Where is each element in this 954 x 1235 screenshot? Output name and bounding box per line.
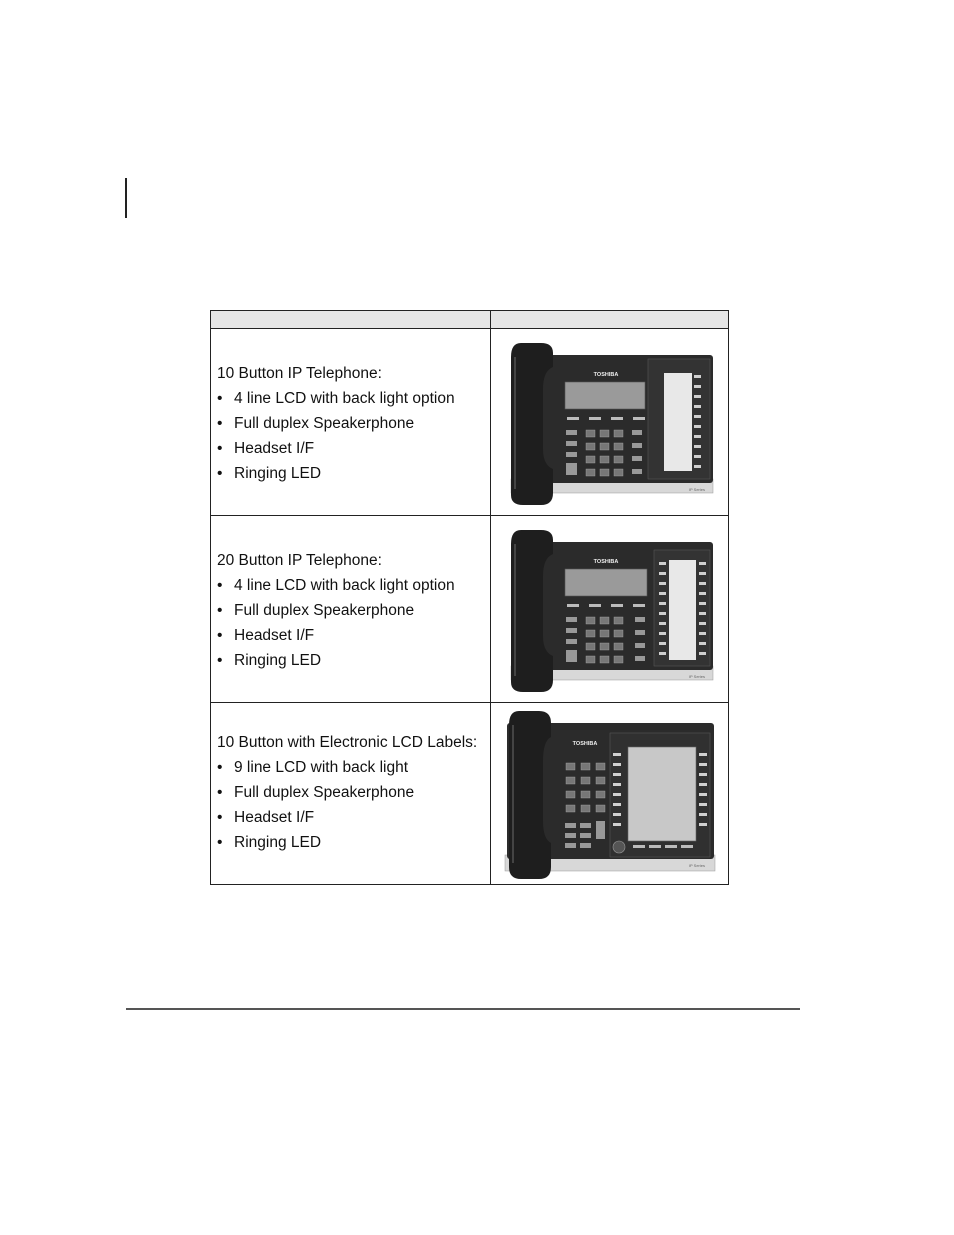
list-item	[217, 411, 490, 436]
bullet: •	[217, 390, 223, 407]
feature-text: Headset I/F	[234, 440, 315, 457]
table-row	[211, 329, 729, 516]
brand-text: TOSHIBA	[593, 372, 618, 378]
feature-text: Ringing LED	[234, 465, 322, 482]
image-cell	[490, 703, 728, 885]
phone-title: 10 Button IP Telephone:	[217, 365, 382, 382]
feature-text: 9 line LCD with back light	[234, 759, 409, 776]
series-text: IP Series	[688, 487, 705, 492]
bullet: •	[217, 627, 223, 644]
bullet: •	[217, 652, 223, 669]
feature-text: Ringing LED	[234, 652, 322, 669]
bullet: •	[217, 440, 223, 457]
bullet: •	[217, 809, 223, 826]
feature-text: Ringing LED	[234, 834, 322, 851]
list-item	[217, 755, 490, 780]
list-item	[217, 623, 490, 648]
list-item	[217, 461, 490, 486]
bullet: •	[217, 759, 223, 776]
description-cell	[211, 516, 491, 703]
feature-text: Full duplex Speakerphone	[234, 784, 415, 801]
list-item	[217, 598, 490, 623]
footer-rule	[126, 1008, 800, 1010]
table-row	[211, 703, 729, 885]
change-bar	[125, 178, 127, 218]
header-cell-description	[211, 311, 491, 329]
list-item	[217, 830, 490, 855]
phone-title: 10 Button with Electronic LCD Labels:	[217, 734, 478, 751]
list-item	[217, 436, 490, 461]
bullet: •	[217, 415, 223, 432]
bullet: •	[217, 602, 223, 619]
feature-text: 4 line LCD with back light option	[234, 390, 455, 407]
bullet: •	[217, 784, 223, 801]
feature-text: Headset I/F	[234, 809, 315, 826]
list-item	[217, 780, 490, 805]
feature-text: Headset I/F	[234, 627, 315, 644]
ip-phone-lcd-labels-icon	[491, 703, 727, 884]
brand-text: TOSHIBA	[593, 559, 618, 565]
bullet: •	[217, 834, 223, 851]
description-cell	[211, 329, 491, 516]
ip-phone-10-button-icon	[491, 329, 727, 515]
list-item	[217, 648, 490, 673]
description-cell	[211, 703, 491, 885]
series-text: IP Series	[688, 863, 705, 868]
feature-list	[217, 755, 490, 855]
bullet: •	[217, 465, 223, 482]
image-cell	[490, 329, 728, 516]
feature-list	[217, 573, 490, 673]
feature-list	[217, 386, 490, 486]
table-row	[211, 516, 729, 703]
table-header-row	[211, 311, 729, 329]
telephone-spec-table	[210, 310, 729, 885]
feature-text: Full duplex Speakerphone	[234, 602, 415, 619]
feature-text: Full duplex Speakerphone	[234, 415, 415, 432]
list-item	[217, 805, 490, 830]
brand-text: TOSHIBA	[572, 741, 597, 747]
series-text: IP Series	[688, 674, 705, 679]
feature-text: 4 line LCD with back light option	[234, 577, 455, 594]
image-cell	[490, 516, 728, 703]
list-item	[217, 573, 490, 598]
header-cell-image	[490, 311, 728, 329]
phone-title: 20 Button IP Telephone:	[217, 552, 382, 569]
list-item	[217, 386, 490, 411]
bullet: •	[217, 577, 223, 594]
ip-phone-20-button-icon	[491, 516, 727, 702]
